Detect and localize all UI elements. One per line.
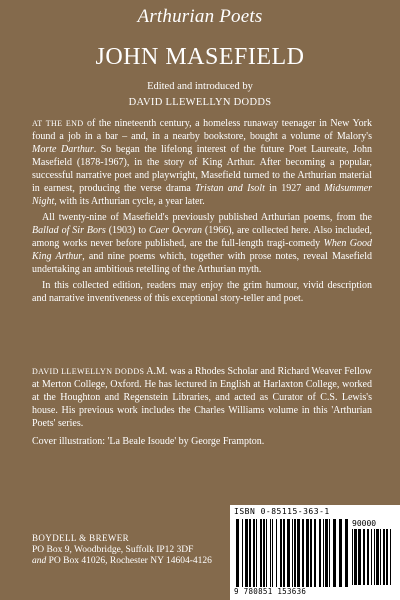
publisher-address-1: PO Box 9, Woodbridge, Suffolk IP12 3DF xyxy=(32,544,194,555)
editor-bio: DAVID LLEWELLYN DODDS A.M. was a Rhodes Scholar and Richard Weaver Fellow at Merton College, Oxford. He has lectured in English at Harlaxton College, worked at the Houghton and Regenstein Libraries, and acted as Curator of C.S. Lewis's house. His previous work includes the Charles Williams volume in this 'Arthurian Poets' series. xyxy=(32,366,372,429)
cover-illustration-credit: Cover illustration: 'La Beale Isoude' by George Frampton. xyxy=(32,436,265,447)
blurb-paragraph-2: All twenty-nine of Masefield's previously published Arthurian poems, from the Ballad of Sir Bors (1903) to Caer Ocvran (1966), are collected here. Also included, among works never before published, are the full-length tragi-comedy When Good King Arthur, and nine poems which, together with prose notes, reveal Masefield undertaking an ambitious retelling of the Arthurian myth. xyxy=(32,212,373,275)
editor-name: DAVID LLEWELLYN DODDS xyxy=(128,97,272,108)
series-title: Arthurian Poets xyxy=(137,6,263,27)
blurb xyxy=(32,117,372,308)
blurb-paragraph-1: AT THE END of the nineteenth century, a homeless runaway teenager in New York found a job in a bar – and, in a nearby bookstore, bought a volume of Malory's Morte Darthur. So began the lifelong interest of the future Poet Laureate, John Masefield (1878-1967), in the story of King Arthur. After becoming a popular, successful narrative poet and playwright, Masefield turned to the Arthurian material in earnest, producing the verse drama Tristan and Isolt in 1927 and Midsummer Night, with its Arthurian cycle, a year later. xyxy=(32,118,372,207)
price-code: 90000 xyxy=(352,519,377,528)
barcode-addon-icon xyxy=(352,529,394,585)
edited-by-line: Edited and introduced by xyxy=(147,81,253,92)
barcode-box xyxy=(230,505,400,600)
author-name: JOHN MASEFIELD xyxy=(95,44,305,70)
publisher-address-2: and PO Box 41026, Rochester NY 14604-4126 xyxy=(32,556,212,566)
barcode-icon xyxy=(236,519,348,587)
blurb-paragraph-3: In this collected edition, readers may enjoy the grim humour, vivid description and narrative inventiveness of this exceptional story-teller and poet. xyxy=(32,280,372,304)
publisher-name: BOYDELL & BREWER xyxy=(32,533,130,543)
publisher-info xyxy=(32,533,232,568)
ean-number: 9 780851 153636 xyxy=(234,587,307,596)
isbn-text: ISBN 0-85115-363-1 xyxy=(234,507,330,516)
